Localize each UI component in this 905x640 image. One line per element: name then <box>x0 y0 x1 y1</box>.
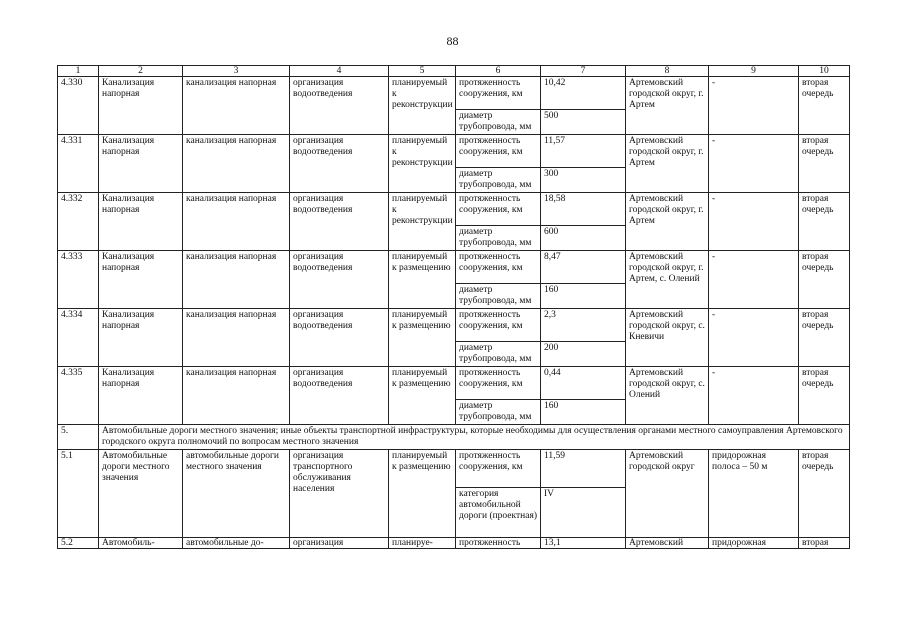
table-row <box>58 135 850 168</box>
parameter-label: диаметр трубопровода, мм <box>456 342 541 367</box>
queue-value: вторая очередь <box>799 135 850 193</box>
object-status: планируемый к реконструкции <box>389 135 456 193</box>
parameter-value: 0,44 <box>541 367 626 400</box>
object-name: Канализация напорная <box>99 77 183 135</box>
parameter-value: 2,3 <box>541 309 626 342</box>
column-number-row <box>58 66 850 77</box>
parameter-label: протяженность сооружения, км <box>456 251 541 284</box>
object-type: канализация напорная <box>183 193 290 251</box>
page-number: 88 <box>446 34 459 48</box>
object-purpose: организация водоотведения <box>290 367 389 425</box>
row-number: 4.333 <box>58 251 99 309</box>
parameter-value: 160 <box>541 400 626 425</box>
object-status: планируемый к размещению <box>389 251 456 309</box>
parameter-label: протяженность сооружения, км <box>456 367 541 400</box>
queue-value: вторая очередь <box>799 309 850 367</box>
column-number: 2 <box>99 66 183 77</box>
parameter-label: диаметр трубопровода, мм <box>456 284 541 309</box>
row-number: 5.1 <box>58 450 99 538</box>
object-purpose: организация водоотведения <box>290 309 389 367</box>
column-number: 8 <box>626 66 709 77</box>
table-row <box>58 193 850 226</box>
object-location: Артемовский <box>626 538 709 549</box>
object-name: Автомобиль- <box>99 538 183 549</box>
column-number: 7 <box>541 66 626 77</box>
queue-value: вторая очередь <box>799 251 850 309</box>
row-number: 4.331 <box>58 135 99 193</box>
parameter-value: IV <box>541 488 626 538</box>
object-name: Канализация напорная <box>99 193 183 251</box>
queue-value: вторая очередь <box>799 77 850 135</box>
object-location: Артемовский городской округ, г. Артем, с. Олений <box>626 251 709 309</box>
parameter-value: 500 <box>541 110 626 135</box>
object-type: канализация напорная <box>183 251 290 309</box>
object-location: Артемовский городской округ <box>626 450 709 538</box>
parameter-value: 11,57 <box>541 135 626 168</box>
object-status: планируемый к размещению <box>389 367 456 425</box>
object-purpose: организация водоотведения <box>290 135 389 193</box>
table-row <box>58 309 850 342</box>
column-number: 3 <box>183 66 290 77</box>
object-location: Артемовский городской округ, с. Олений <box>626 367 709 425</box>
zone-value: - <box>709 77 799 135</box>
object-purpose: организация транспортного обслуживания населения <box>290 450 389 538</box>
parameter-label: протяженность сооружения, км <box>456 77 541 110</box>
row-number: 4.332 <box>58 193 99 251</box>
object-type: канализация напорная <box>183 77 290 135</box>
parameter-label: категория автомобильной дороги (проектная) <box>456 488 541 538</box>
section-row <box>58 425 850 450</box>
object-purpose: организация водоотведения <box>290 251 389 309</box>
object-type: автомобильные до- <box>183 538 290 549</box>
queue-value: вторая очередь <box>799 367 850 425</box>
table-row <box>58 367 850 400</box>
table-row <box>58 77 850 110</box>
object-type: канализация напорная <box>183 309 290 367</box>
zone-value: - <box>709 309 799 367</box>
parameter-value: 11,59 <box>541 450 626 488</box>
parameter-value: 10,42 <box>541 77 626 110</box>
row-number: 4.330 <box>58 77 99 135</box>
column-number: 4 <box>290 66 389 77</box>
object-location: Артемовский городской округ, г. Артем <box>626 193 709 251</box>
parameter-value: 160 <box>541 284 626 309</box>
zone-value: - <box>709 367 799 425</box>
parameter-value: 18,58 <box>541 193 626 226</box>
zone-value: придорожная полоса – 50 м <box>709 450 799 538</box>
object-purpose: организация водоотведения <box>290 77 389 135</box>
object-purpose: организация <box>290 538 389 549</box>
row-number: 4.334 <box>58 309 99 367</box>
queue-value: вторая очередь <box>799 450 850 538</box>
object-name: Канализация напорная <box>99 135 183 193</box>
table-row <box>58 251 850 284</box>
object-name: Канализация напорная <box>99 251 183 309</box>
object-type: канализация напорная <box>183 367 290 425</box>
object-name: Автомобильные дороги местного значения <box>99 450 183 538</box>
column-number: 5 <box>389 66 456 77</box>
object-status: планируемый к реконструкции <box>389 77 456 135</box>
object-location: Артемовский городской округ, г. Артем <box>626 77 709 135</box>
object-name: Канализация напорная <box>99 309 183 367</box>
object-purpose: организация водоотведения <box>290 193 389 251</box>
parameter-label: протяженность сооружения, км <box>456 309 541 342</box>
parameter-label: протяженность сооружения, км <box>456 135 541 168</box>
parameter-label: протяженность сооружения, км <box>456 450 541 488</box>
object-type: автомобильные дороги местного значения <box>183 450 290 538</box>
row-number: 5.2 <box>58 538 99 549</box>
object-status: планируе- <box>389 538 456 549</box>
object-location: Артемовский городской округ, с. Кневичи <box>626 309 709 367</box>
column-number: 1 <box>58 66 99 77</box>
queue-value: вторая <box>799 538 850 549</box>
zone-value: придорожная <box>709 538 799 549</box>
parameter-label: диаметр трубопровода, мм <box>456 110 541 135</box>
parameter-value: 200 <box>541 342 626 367</box>
parameter-label: диаметр трубопровода, мм <box>456 168 541 193</box>
parameter-label: диаметр трубопровода, мм <box>456 226 541 251</box>
parameter-value: 13,1 <box>541 538 626 549</box>
object-location: Артемовский городской округ, г. Артем <box>626 135 709 193</box>
column-number: 9 <box>709 66 799 77</box>
object-name: Канализация напорная <box>99 367 183 425</box>
zone-value: - <box>709 135 799 193</box>
table-row <box>58 450 850 488</box>
object-status: планируемый к размещению <box>389 450 456 538</box>
parameter-label: диаметр трубопровода, мм <box>456 400 541 425</box>
column-number: 10 <box>799 66 850 77</box>
object-type: канализация напорная <box>183 135 290 193</box>
parameter-value: 600 <box>541 226 626 251</box>
queue-value: вторая очередь <box>799 193 850 251</box>
object-status: планируемый к размещению <box>389 309 456 367</box>
planning-table <box>57 65 850 549</box>
object-status: планируемый к реконструкции <box>389 193 456 251</box>
section-number: 5. <box>58 425 99 450</box>
parameter-label: протяженность сооружения, км <box>456 193 541 226</box>
parameter-value: 300 <box>541 168 626 193</box>
section-title: Автомобильные дороги местного значения; иные объекты транспортной инфраструктуры, которые необходимы для осуществления органами местного самоуправления Артемовского городского округа полномочий по вопросам местного значения <box>99 425 850 450</box>
zone-value: - <box>709 251 799 309</box>
row-number: 4.335 <box>58 367 99 425</box>
parameter-value: 8,47 <box>541 251 626 284</box>
parameter-label: протяженность <box>456 538 541 549</box>
table-row <box>58 538 850 549</box>
zone-value: - <box>709 193 799 251</box>
column-number: 6 <box>456 66 541 77</box>
